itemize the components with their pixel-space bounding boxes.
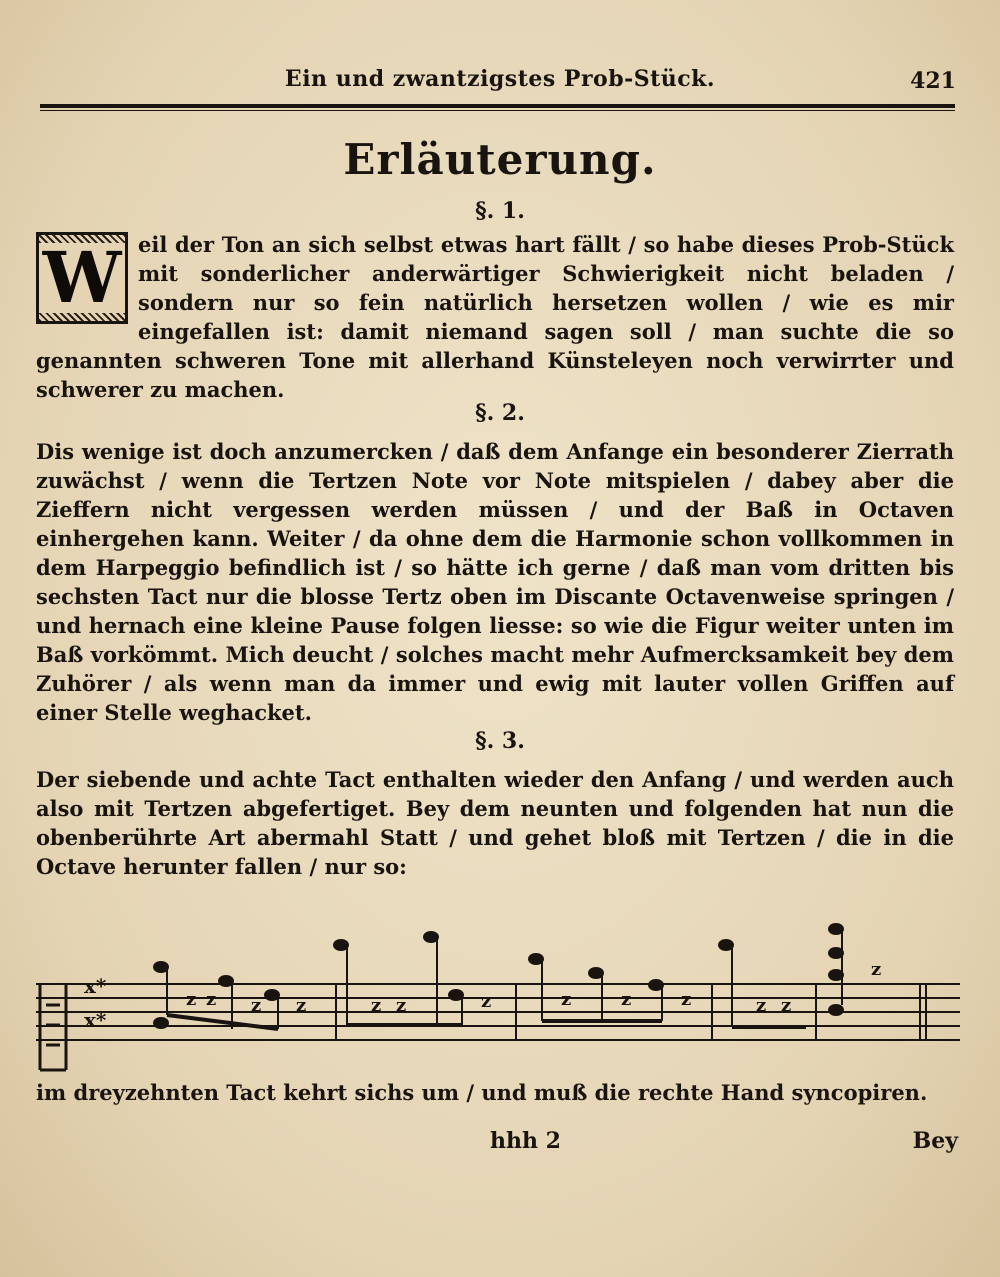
svg-text:z: z <box>396 995 407 1016</box>
decorated-initial <box>36 232 128 324</box>
svg-text:z: z <box>371 995 382 1016</box>
section-mark-3: §. 3. <box>475 728 525 754</box>
header-rule-thin <box>40 110 955 111</box>
rests <box>186 959 881 1016</box>
staff-lines <box>36 984 960 1040</box>
svg-text:z: z <box>186 989 197 1010</box>
svg-text:z: z <box>206 989 217 1010</box>
svg-text:x*: x* <box>84 1008 107 1032</box>
svg-text:z: z <box>251 995 262 1016</box>
key-signature <box>84 974 107 1032</box>
paragraph-3-text: Der siebende und achte Tact enthalten wieder den Anfang / und werden auch also mit Tertzen abgefertiget. Bey dem neunten und folgenden hat nun die obenberührte Art abermahl Statt / und gehet bloß mit Tertzen / die in die Octave herunter fallen / nur so: <box>36 767 954 879</box>
svg-text:x*: x* <box>84 974 107 998</box>
music-example <box>36 915 960 1085</box>
paragraph-3 <box>36 765 954 881</box>
section-mark-1: §. 1. <box>475 198 525 224</box>
header-rule <box>40 104 955 108</box>
page-number: 421 <box>910 68 956 94</box>
svg-text:z: z <box>296 995 307 1016</box>
running-title: Ein und zwantzigstes Prob-Stück. <box>284 66 716 92</box>
paragraph-1-text: eil der Ton an sich selbst etwas hart fällt / so habe dieses Prob-Stück mit sonderlicher anderwärtiger Schwierigkeit nicht beladen / sondern nur so fein natürlich hersetzen wollen / wie es mir eingefallen ist: damit niemand sagen soll / man suchte die so genannten schweren Tone mit allerhand Künsteleyen noch verwirrter und schwerer zu machen. <box>36 232 954 402</box>
svg-text:z: z <box>871 959 882 980</box>
paragraph-2-text: Dis wenige ist doch anzumercken / daß dem Anfange ein besonderer Zierrath zuwächst / wenn die Tertzen Note vor Note mitspielen / dabey aber die Zieffern nicht vergessen werden müssen / und der Baß in Octaven einhergehen kann. Weiter / da ohne dem die Harmonie schon vollkommen in dem Harpeggio befindlich ist / so hätte ich gerne / daß man vom dritten bis sechsten Tact nur die blosse Tertz oben im Discante Octavenweise springen / und hernach eine kleine Pause folgen liesse: so wie die Figur weiter unten im Baß vorkömmt. Mich deucht / solches macht mehr Aufmercksamkeit bey dem Zuhörer / als wenn man da immer und ewig mit lauter vollen Griffen auf einer Stelle weghacket. <box>36 439 954 725</box>
svg-text:z: z <box>756 995 767 1016</box>
music-caption: im dreyzehnten Tact kehrt sichs um / und muß die rechte Hand syncopiren. <box>36 1080 928 1105</box>
signature-mark: hhh 2 <box>490 1128 561 1154</box>
page-header <box>40 62 960 102</box>
initial-letter: W <box>39 243 126 313</box>
catchword: Bey <box>912 1128 958 1154</box>
svg-text:z: z <box>561 989 572 1010</box>
svg-text:z: z <box>781 995 792 1016</box>
section-mark-2: §. 2. <box>475 400 525 426</box>
paragraph-2 <box>36 437 954 727</box>
svg-text:z: z <box>621 989 632 1010</box>
svg-text:z: z <box>681 989 692 1010</box>
svg-text:z: z <box>481 991 492 1012</box>
section-title: Erläuterung. <box>343 135 657 184</box>
paragraph-1 <box>36 230 954 404</box>
